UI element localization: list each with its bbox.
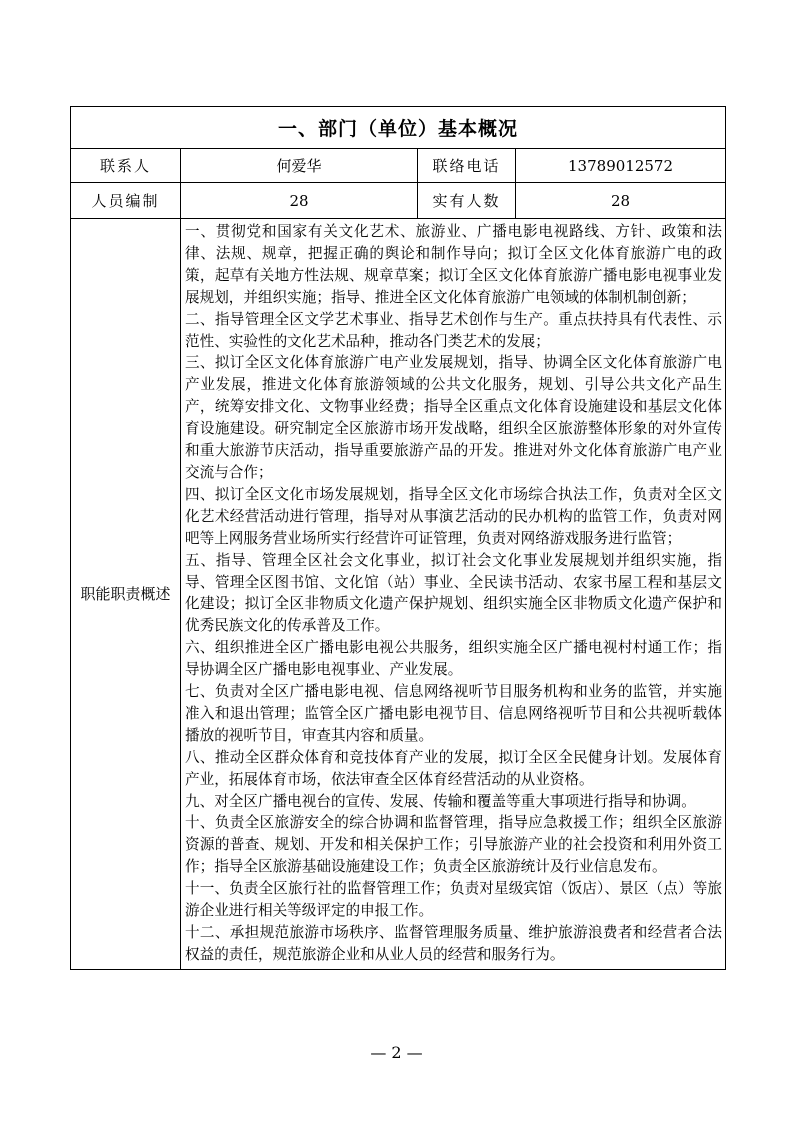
- responsibility-item: 十二、承担规范旅游市场秩序、监督管理服务质量、维护旅游浪费者和经营者合法权益的责任，规范旅游企业和从业人员的经营和服务行为。: [185, 924, 723, 963]
- phone-value: 13789012572: [516, 149, 726, 183]
- responsibility-item: 十一、负责全区旅行社的监督管理工作；负责对星级宾馆（饭店）、景区（点）等旅游企业进行相关等级评定的申报工作。: [185, 880, 723, 920]
- responsibility-item: 一、贯彻党和国家有关文化艺术、旅游业、广播电影电视路线、方针、政策和法律、法规、规章，把握正确的舆论和制作导向；拟订全区文化体育旅游广电的政策，起草有关地方性法规、规章草案；拟订全区文化体育旅游广播电影电视事业发展规划，并组织实施；指导、推进全区文化体育旅游广电领域的体制机制创新；: [185, 223, 723, 306]
- responsibility-item: 六、组织推进全区广播电影电视公共服务，组织实施全区广播电视村村通工作；指导协调全区广播电影电视事业、产业发展。: [185, 639, 723, 679]
- staffing-value: 28: [181, 183, 418, 219]
- basic-info-table: [70, 106, 726, 970]
- responsibility-item: 十、负责全区旅游安全的综合协调和监督管理，指导应急救援工作；组织全区旅游资源的普查、规划、开发和相关保护工作；引导旅游产业的社会投资和利用外资工作；指导全区旅游基础设施建设工作；负责全区旅游统计及行业信息发布。: [185, 814, 723, 876]
- page-number: — 2 —: [370, 1043, 423, 1062]
- section-title: 一、部门（单位）基本概况: [71, 107, 726, 149]
- responsibilities-label: 职能职责概述: [71, 219, 181, 970]
- responsibility-item: 三、拟订全区文化体育旅游广电产业发展规划，指导、协调全区文化体育旅游广电产业发展，推进文化体育旅游领域的公共文化服务，规划、引导公共文化产品生产，统筹安排文化、文物事业经费；指导全区重点文化体育设施建设和基层文化体育设施建设。研究制定全区旅游市场开发战略，组织全区旅游整体形象的对外宣传和重大旅游节庆活动，指导重要旅游产品的开发。推进对外文化体育旅游广电产业交流与合作；: [185, 354, 723, 481]
- actual-staff-value: 28: [516, 183, 726, 219]
- contact-value: 何爱华: [181, 149, 418, 183]
- responsibility-item: 二、指导管理全区文学艺术事业、指导艺术创作与生产。重点扶持具有代表性、示范性、实验性的文化艺术品种，推动各门类艺术的发展；: [185, 310, 723, 350]
- responsibility-item: 九、对全区广播电视台的宣传、发展、传输和覆盖等重大事项进行指导和协调。: [185, 792, 696, 810]
- phone-label: 联络电话: [418, 149, 516, 183]
- actual-staff-label: 实有人数: [418, 183, 516, 219]
- contact-label: 联系人: [71, 149, 181, 183]
- responsibility-item: 七、负责对全区广播电影电视、信息网络视听节目服务机构和业务的监管，并实施准入和退出管理；监管全区广播电影电视节目、信息网络视听节目和公共视听载体播放的视听节目，审查其内容和质量。: [185, 683, 723, 744]
- responsibility-item: 四、拟订全区文化市场发展规划，指导全区文化市场综合执法工作，负责对全区文化艺术经营活动进行管理，指导对从事演艺活动的民办机构的监管工作，负责对网吧等上网服务营业场所实行经营许可证管理，负责对网络游戏服务进行监管；: [185, 485, 723, 547]
- responsibility-item: 五、指导、管理全区社会文化事业，拟订社会文化事业发展规划并组织实施，指导、管理全区图书馆、文化馆（站）事业、全民读书活动、农家书屋工程和基层文化建设；拟订全区非物质文化遗产保护规划、组织实施全区非物质文化遗产保护和优秀民族文化的传承普及工作。: [185, 551, 723, 635]
- staffing-label: 人员编制: [71, 183, 181, 219]
- responsibility-item: 八、推动全区群众体育和竞技体育产业的发展，拟订全区全民健身计划。发展体育产业，拓展体育市场，依法审查全区体育经营活动的从业资格。: [185, 748, 723, 788]
- responsibilities-content: [181, 219, 726, 970]
